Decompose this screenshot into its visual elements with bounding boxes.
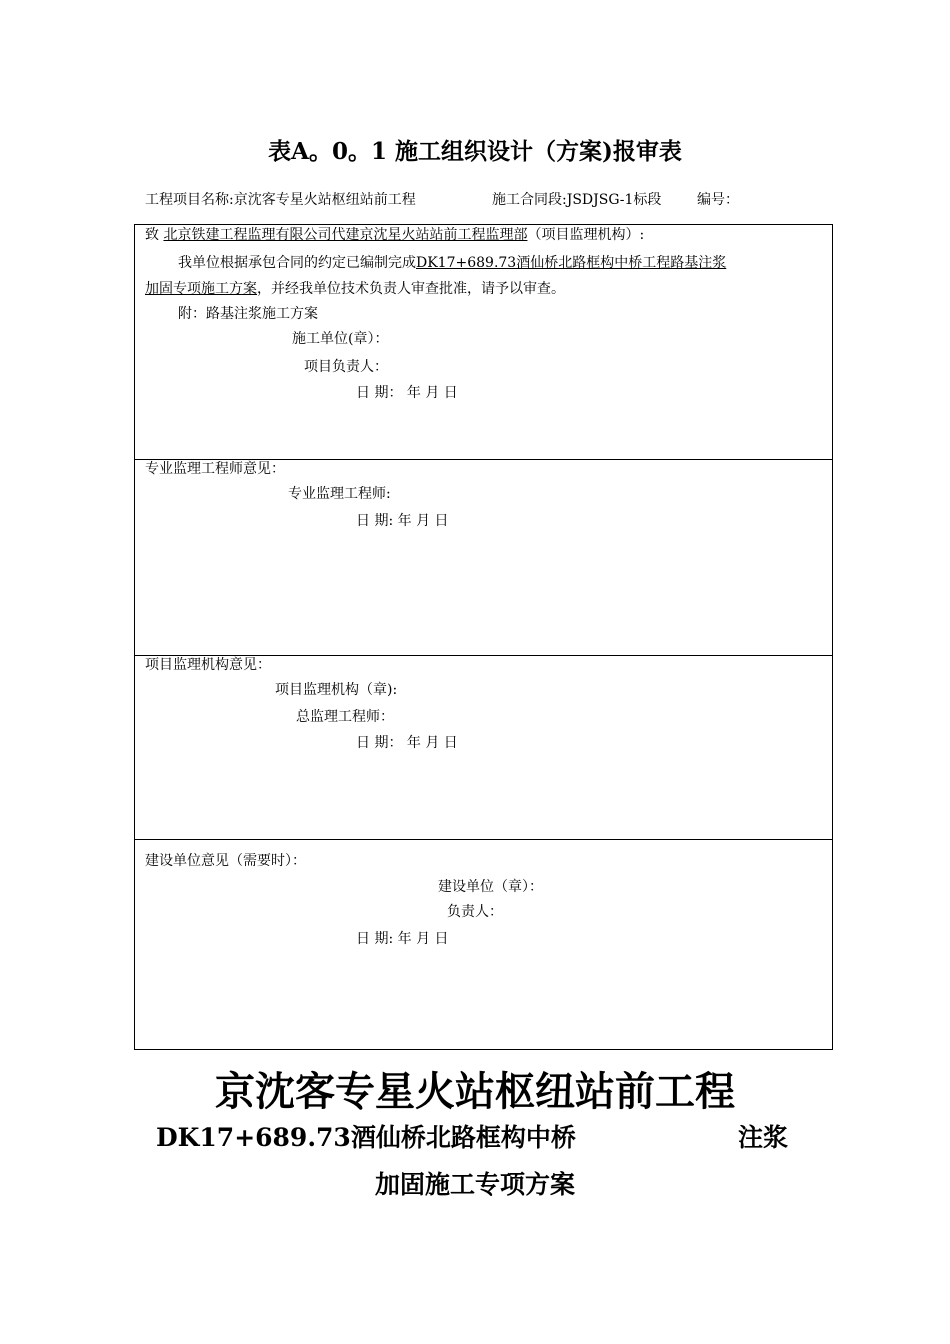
cover-main-title: 京沈客专星火站枢纽站前工程 xyxy=(215,1068,735,1115)
specialist-opinion-heading: 专业监理工程师意见： xyxy=(145,461,285,477)
contractor-stamp-label: 施工单位(章）： xyxy=(292,331,389,347)
recipient-prefix: 致 xyxy=(145,227,159,243)
specialist-date-label: 日 期: 年 月 日 xyxy=(356,513,449,529)
owner-section xyxy=(135,839,832,1049)
contractor-date-label: 日 期： 年 月 日 xyxy=(356,385,458,401)
form-title: 表A。0。1 施工组织设计（方案)报审表 xyxy=(268,138,682,165)
plan-name-part2: 加固专项施工方案 xyxy=(145,281,257,297)
contractor-section xyxy=(135,225,832,460)
cover-subtitle-left: DK17+689.73酒仙桥北路框构中桥 xyxy=(156,1123,576,1152)
owner-date-label: 日 期: 年 月 日 xyxy=(356,931,449,947)
recipient-org: 北京铁建工程监理有限公司代建京沈星火站站前工程监理部 xyxy=(163,227,528,243)
supervision-opinion-heading: 项目监理机构意见： xyxy=(145,657,271,673)
contract-section: 施工合同段:JSDJSG-1标段 xyxy=(492,192,662,208)
recipient-suffix: （项目监理机构）: xyxy=(527,227,645,243)
submission-prefix: 我单位根据承包合同的约定已编制完成 xyxy=(178,255,416,271)
specialist-engineer-label: 专业监理工程师: xyxy=(288,486,391,502)
owner-stamp-label: 建设单位（章）： xyxy=(438,879,543,895)
attachment-line: 附：路基注浆施工方案 xyxy=(178,306,318,322)
cover-subtitle-line2: 加固施工专项方案 xyxy=(374,1170,575,1199)
project-manager-label: 项目负责人： xyxy=(304,359,388,375)
approval-form-table xyxy=(134,224,833,1050)
cover-subtitle-right: 注浆 xyxy=(738,1123,789,1152)
submission-suffix: ，并经我单位技术负责人审查批准，请予以审查。 xyxy=(257,281,565,297)
owner-person-label: 负责人： xyxy=(447,904,503,920)
submission-line-2 xyxy=(145,280,565,298)
chief-engineer-label: 总监理工程师： xyxy=(296,709,394,725)
supervision-org-stamp-label: 项目监理机构（章): xyxy=(275,682,398,698)
plan-name-part1: DK17+689.73酒仙桥北路框构中桥工程路基注浆 xyxy=(416,255,727,271)
supervision-date-label: 日 期： 年 月 日 xyxy=(356,735,458,751)
document-number-label: 编号： xyxy=(697,192,739,208)
recipient-line xyxy=(145,226,644,244)
project-name: 工程项目名称:京沈客专星火站枢纽站前工程 xyxy=(145,192,416,208)
supervision-org-section xyxy=(135,655,832,840)
owner-opinion-heading: 建设单位意见（需要时）： xyxy=(145,853,306,869)
submission-line-1 xyxy=(178,254,726,272)
specialist-engineer-section xyxy=(135,459,832,656)
